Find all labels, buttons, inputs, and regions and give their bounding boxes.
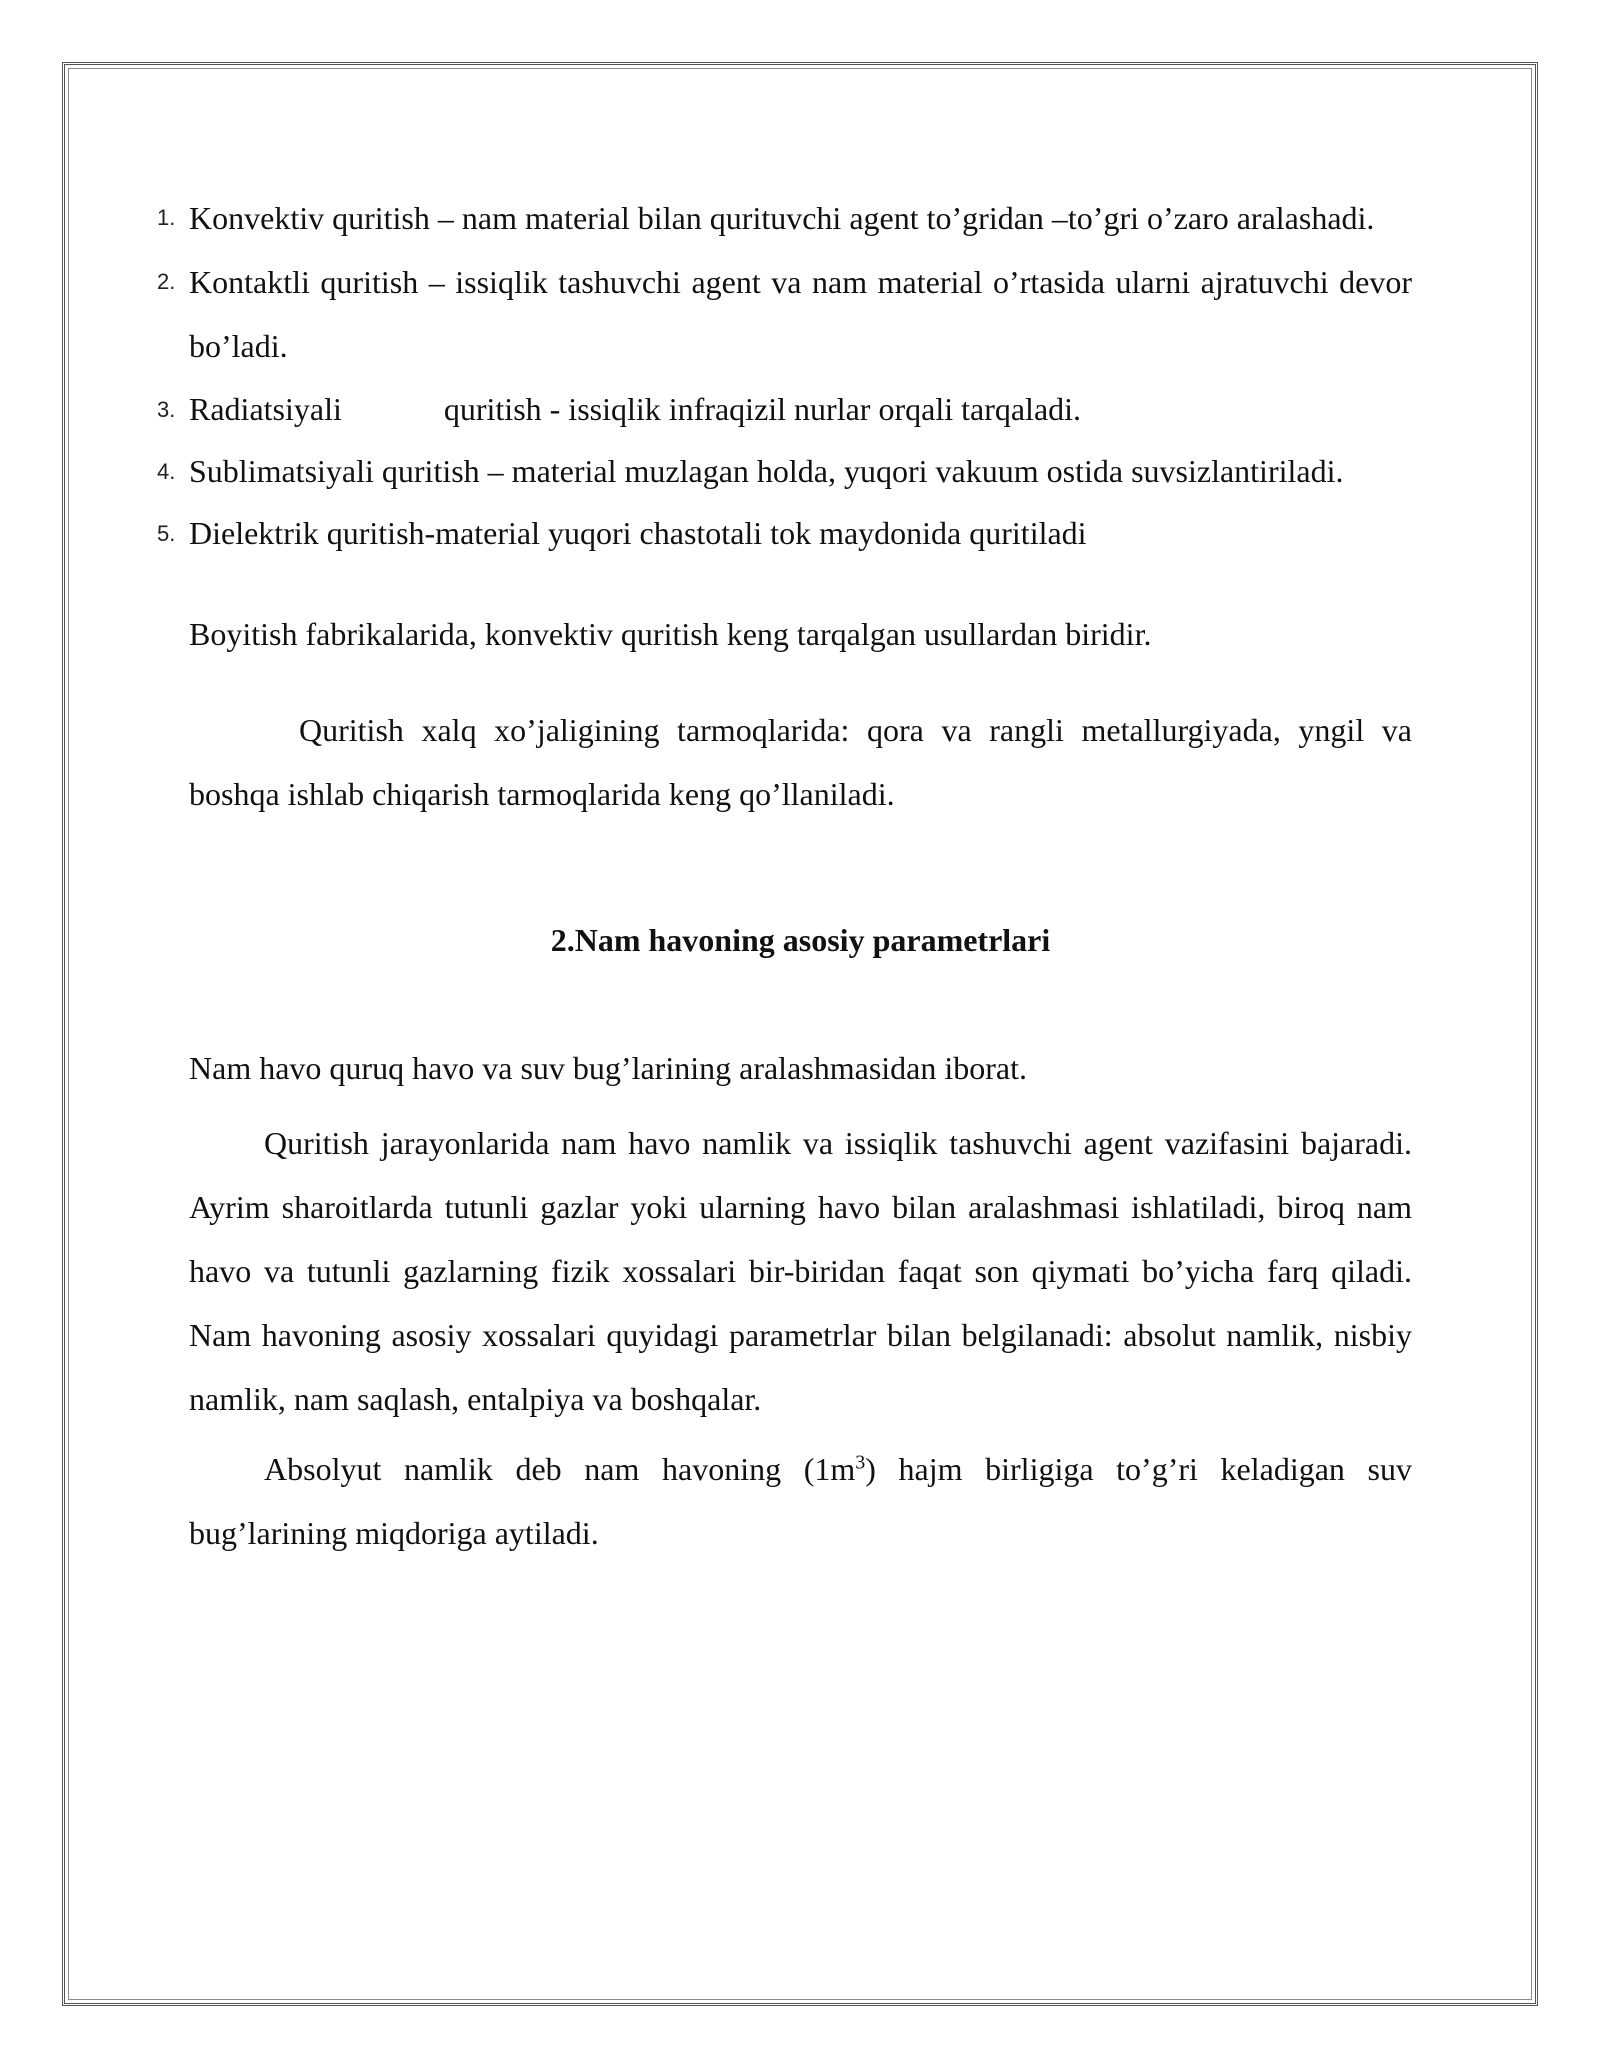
list-item (157, 440, 1412, 502)
paragraph-convective-drying: Boyitish fabrikalarida, konvektiv quritish keng tarqalgan usullardan biridir. (189, 616, 1152, 652)
list-item (157, 186, 1412, 250)
paragraph-humid-air-definition: Nam havo quruq havo va suv bug’larining aralashmasidan iborat. (189, 1050, 1027, 1086)
list-item-text: Kontaktli quritish – issiqlik tashuvchi agent va nam material o’rtasida ularni ajratuvchi devor bo’ladi. (189, 264, 1412, 364)
absolute-humidity-text-continued: ) hajm birligiga to’g’ri keladigan suv bug’larining miqdoriga aytiladi. (189, 1451, 1412, 1551)
list-item (157, 378, 1412, 440)
list-item-text: Konvektiv quritish – nam material bilan qurituvchi agent to’gridan –to’gri o’zaro aralashadi. (189, 200, 1375, 236)
list-item-number: 3. (157, 397, 176, 422)
list-item-number: 1. (157, 205, 176, 230)
paragraph-humid-air-properties: Quritish jarayonlarida nam havo namlik va issiqlik tashuvchi agent vazifasini bajaradi. Ayrim sharoitlarda tutunli gazlar yoki ularning havo bilan aralashmasi ishlatiladi, biroq nam havo va tutunli gazlarning fizik xossalari bir-biridan faqat son qiymati bo’yicha farq qiladi. Nam havoning asosiy xossalari quyidagi parametrlar bilan belgilanadi: absolut namlik, nisbiy namlik, nam saqlash, entalpiya va boshqalar. (189, 1125, 1412, 1417)
drying-methods-list (157, 186, 1412, 564)
list-item (157, 502, 1412, 564)
list-item-text: Dielektrik quritish-material yuqori chastotali tok maydonida quritiladi (189, 515, 1087, 551)
list-item-text: Radiatsiyali (189, 391, 342, 427)
list-item-number: 5. (157, 521, 176, 546)
absolute-humidity-text: Absolyut namlik deb nam havoning (1m (264, 1451, 856, 1487)
section-heading: 2.Nam havoning asosiy parametrlari (550, 922, 1051, 958)
list-item-text: Sublimatsiyali quritish – material muzlagan holda, yuqori vakuum ostida suvsizlantiriladi. (189, 453, 1344, 489)
page-content (157, 186, 1412, 1565)
list-item (157, 250, 1412, 378)
paragraph-drying-applications: Quritish xalq xo’jaligining tarmoqlarida: qora va rangli metallurgiyada, yngil va boshqa ishlab chiqarish tarmoqlarida keng qo’llaniladi. (189, 712, 1412, 812)
list-item-number: 4. (157, 459, 176, 484)
list-item-text-continued: quritish - issiqlik infraqizil nurlar orqali tarqaladi. (443, 391, 1082, 427)
list-item-number: 2. (157, 269, 176, 294)
paragraph-absolute-humidity (189, 1437, 1412, 1565)
superscript-exponent: 3 (855, 1451, 866, 1474)
